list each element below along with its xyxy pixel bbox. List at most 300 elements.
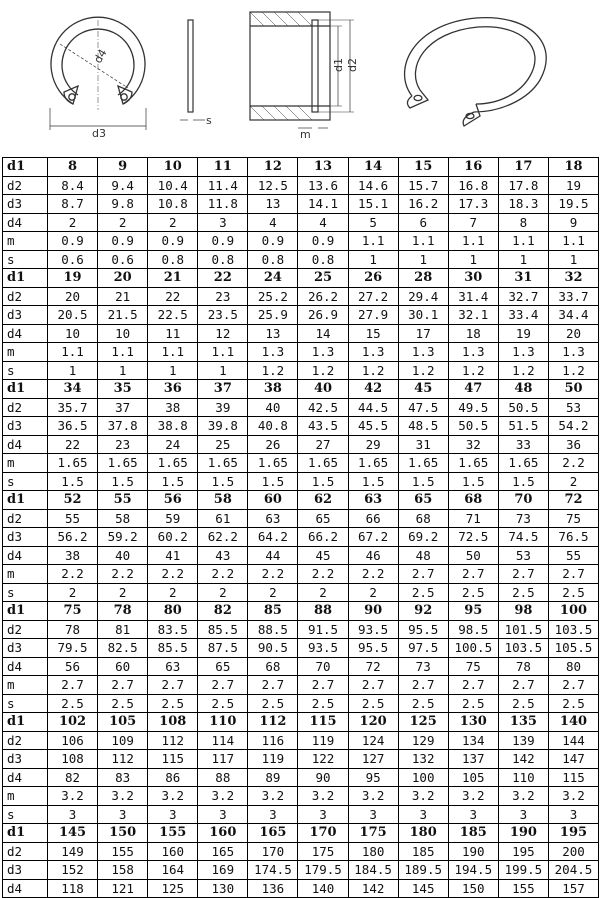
table-cell: 50.5 [448, 417, 498, 436]
table-cell: 1.65 [298, 454, 348, 473]
table-cell: 105.5 [548, 639, 598, 658]
table-row [3, 657, 599, 676]
table-cell: 23 [198, 287, 248, 306]
table-cell: 89 [248, 768, 298, 787]
table-cell: 22.5 [148, 306, 198, 325]
table-cell: 58 [98, 509, 148, 528]
table-cell: 2 [98, 213, 148, 232]
table-cell: 25.9 [248, 306, 298, 325]
table-cell: 85 [248, 602, 298, 621]
table-row [3, 472, 599, 491]
table-cell: 1.2 [398, 361, 448, 380]
table-cell: 10 [98, 324, 148, 343]
table-cell: 17 [398, 324, 448, 343]
table-header-row [3, 602, 599, 621]
table-cell: 38 [248, 380, 298, 399]
table-cell: 1.5 [398, 472, 448, 491]
table-cell: 15.7 [398, 176, 448, 195]
table-cell: 46 [348, 546, 398, 565]
table-cell: 22 [148, 287, 198, 306]
table-cell: 0.8 [248, 250, 298, 269]
table-cell: 155 [148, 824, 198, 843]
table-cell: 115 [148, 750, 198, 769]
table-cell: 164 [148, 861, 198, 880]
table-cell: 3 [248, 805, 298, 824]
table-cell: 34.4 [548, 306, 598, 325]
table-cell: 139 [498, 731, 548, 750]
m-label: m [300, 128, 311, 141]
table-cell: 120 [348, 713, 398, 732]
table-cell: 80 [148, 602, 198, 621]
table-row [3, 361, 599, 380]
table-cell: 20.5 [48, 306, 98, 325]
table-row [3, 324, 599, 343]
table-header-row [3, 158, 599, 177]
table-cell: 1.1 [98, 343, 148, 362]
table-cell: 2.5 [398, 583, 448, 602]
table-cell: 72 [548, 491, 598, 510]
table-cell: 2.7 [498, 676, 548, 695]
table-cell: 2.7 [148, 676, 198, 695]
row-label: d3 [3, 861, 48, 880]
table-cell: 3 [548, 805, 598, 824]
table-cell: 1.5 [298, 472, 348, 491]
table-cell: 31 [498, 269, 548, 288]
row-label: s [3, 472, 48, 491]
table-cell: 5 [348, 213, 398, 232]
table-cell: 1.1 [448, 232, 498, 251]
table-cell: 37.8 [98, 417, 148, 436]
table-cell: 10 [148, 158, 198, 177]
table-cell: 2 [148, 213, 198, 232]
table-row [3, 879, 599, 898]
table-row [3, 620, 599, 639]
table-cell: 29.4 [398, 287, 448, 306]
table-cell: 1.3 [248, 343, 298, 362]
table-cell: 169 [198, 861, 248, 880]
table-cell: 0.6 [48, 250, 98, 269]
table-cell: 14.1 [298, 195, 348, 214]
row-label: d3 [3, 195, 48, 214]
table-cell: 37 [98, 398, 148, 417]
row-label: d4 [3, 324, 48, 343]
table-cell: 38 [148, 398, 198, 417]
table-cell: 60 [248, 491, 298, 510]
table-cell: 53 [548, 398, 598, 417]
table-cell: 91.5 [298, 620, 348, 639]
table-cell: 124 [348, 731, 398, 750]
table-cell: 142 [348, 879, 398, 898]
table-cell: 157 [548, 879, 598, 898]
table-cell: 3.2 [448, 787, 498, 806]
table-cell: 144 [548, 731, 598, 750]
row-label: m [3, 343, 48, 362]
table-cell: 3.2 [148, 787, 198, 806]
table-cell: 6 [398, 213, 448, 232]
table-cell: 1.1 [398, 232, 448, 251]
table-cell: 18 [448, 324, 498, 343]
table-cell: 87.5 [198, 639, 248, 658]
table-header-row [3, 491, 599, 510]
table-cell: 17.8 [498, 176, 548, 195]
table-cell: 29 [348, 435, 398, 454]
table-cell: 56 [148, 491, 198, 510]
table-cell: 45 [398, 380, 448, 399]
table-cell: 52 [48, 491, 98, 510]
table-cell: 65 [298, 509, 348, 528]
row-label: d3 [3, 639, 48, 658]
row-label: m [3, 676, 48, 695]
table-cell: 14 [298, 324, 348, 343]
table-cell: 114 [198, 731, 248, 750]
table-cell: 92 [398, 602, 448, 621]
table-cell: 3 [398, 805, 448, 824]
table-cell: 2.2 [348, 565, 398, 584]
table-cell: 1.2 [548, 361, 598, 380]
table-cell: 0.9 [148, 232, 198, 251]
table-cell: 100.5 [448, 639, 498, 658]
table-cell: 51.5 [498, 417, 548, 436]
table-cell: 3 [198, 805, 248, 824]
table-cell: 3 [448, 805, 498, 824]
table-cell: 68 [248, 657, 298, 676]
table-cell: 55 [548, 546, 598, 565]
table-cell: 78 [48, 620, 98, 639]
table-cell: 152 [48, 861, 98, 880]
table-cell: 129 [398, 731, 448, 750]
table-cell: 2.5 [298, 694, 348, 713]
table-cell: 132 [398, 750, 448, 769]
table-cell: 75 [448, 657, 498, 676]
table-cell: 33 [498, 435, 548, 454]
table-cell: 2.5 [148, 694, 198, 713]
table-cell: 95 [348, 768, 398, 787]
table-row [3, 417, 599, 436]
table-cell: 136 [248, 879, 298, 898]
table-cell: 1.3 [348, 343, 398, 362]
table-cell: 1.5 [448, 472, 498, 491]
table-cell: 2.7 [48, 676, 98, 695]
row-label: d2 [3, 731, 48, 750]
table-cell: 24 [148, 435, 198, 454]
table-cell: 3.2 [348, 787, 398, 806]
table-cell: 194.5 [448, 861, 498, 880]
table-cell: 2 [48, 583, 98, 602]
table-cell: 17.3 [448, 195, 498, 214]
row-label: s [3, 694, 48, 713]
table-cell: 27.2 [348, 287, 398, 306]
table-cell: 145 [398, 879, 448, 898]
table-cell: 26 [348, 269, 398, 288]
table-cell: 1.1 [548, 232, 598, 251]
table-cell: 14 [348, 158, 398, 177]
table-cell: 3 [98, 805, 148, 824]
table-cell: 85.5 [148, 639, 198, 658]
table-cell: 97.5 [398, 639, 448, 658]
table-cell: 8.7 [48, 195, 98, 214]
table-cell: 1.65 [98, 454, 148, 473]
table-cell: 56.2 [48, 528, 98, 547]
table-cell: 66 [348, 509, 398, 528]
table-cell: 90 [348, 602, 398, 621]
table-cell: 0.6 [98, 250, 148, 269]
table-cell: 2.5 [548, 583, 598, 602]
table-cell: 16.2 [398, 195, 448, 214]
table-cell: 147 [548, 750, 598, 769]
table-cell: 2 [548, 472, 598, 491]
table-cell: 25.2 [248, 287, 298, 306]
table-cell: 3.2 [248, 787, 298, 806]
table-cell: 155 [98, 842, 148, 861]
table-cell: 2.5 [548, 694, 598, 713]
table-cell: 142 [498, 750, 548, 769]
row-label: m [3, 232, 48, 251]
table-cell: 1.2 [448, 361, 498, 380]
table-cell: 22 [48, 435, 98, 454]
table-cell: 1.2 [298, 361, 348, 380]
table-cell: 86 [148, 768, 198, 787]
table-cell: 1.65 [148, 454, 198, 473]
row-label: d3 [3, 528, 48, 547]
row-label: d2 [3, 176, 48, 195]
table-cell: 119 [248, 750, 298, 769]
table-cell: 68 [398, 509, 448, 528]
table-cell: 3.2 [198, 787, 248, 806]
table-cell: 116 [248, 731, 298, 750]
table-cell: 78 [98, 602, 148, 621]
table-cell: 8 [498, 213, 548, 232]
table-cell: 80 [548, 657, 598, 676]
table-cell: 2.7 [98, 676, 148, 695]
table-cell: 4 [248, 213, 298, 232]
table-cell: 121 [98, 879, 148, 898]
table-cell: 16 [448, 158, 498, 177]
table-cell: 13 [248, 324, 298, 343]
table-cell: 165 [198, 842, 248, 861]
table-cell: 112 [248, 713, 298, 732]
table-cell: 16.8 [448, 176, 498, 195]
table-cell: 1.65 [48, 454, 98, 473]
row-label: m [3, 787, 48, 806]
row-label: d1 [3, 713, 48, 732]
table-cell: 1 [348, 250, 398, 269]
table-row [3, 435, 599, 454]
table-cell: 50.5 [498, 398, 548, 417]
table-cell: 185 [448, 824, 498, 843]
table-cell: 15 [398, 158, 448, 177]
table-cell: 3.2 [548, 787, 598, 806]
table-cell: 135 [498, 713, 548, 732]
table-cell: 103.5 [548, 620, 598, 639]
table-cell: 150 [98, 824, 148, 843]
table-cell: 12 [198, 324, 248, 343]
table-cell: 1.5 [348, 472, 398, 491]
table-cell: 9 [98, 158, 148, 177]
row-label: d2 [3, 287, 48, 306]
table-cell: 2.7 [248, 676, 298, 695]
row-label: s [3, 361, 48, 380]
table-row [3, 250, 599, 269]
table-cell: 26 [248, 435, 298, 454]
table-row [3, 565, 599, 584]
table-cell: 1.5 [48, 472, 98, 491]
table-cell: 49.5 [448, 398, 498, 417]
table-cell: 42.5 [298, 398, 348, 417]
table-cell: 119 [298, 731, 348, 750]
table-cell: 14.6 [348, 176, 398, 195]
table-cell: 19.5 [548, 195, 598, 214]
row-label: d1 [3, 491, 48, 510]
table-cell: 2.2 [98, 565, 148, 584]
row-label: d3 [3, 306, 48, 325]
circlip-front-view [50, 17, 146, 130]
table-cell: 31.4 [448, 287, 498, 306]
table-cell: 74.5 [498, 528, 548, 547]
row-label: d4 [3, 768, 48, 787]
table-cell: 63 [348, 491, 398, 510]
table-cell: 22 [198, 269, 248, 288]
table-header-row [3, 713, 599, 732]
table-row [3, 694, 599, 713]
table-cell: 27.9 [348, 306, 398, 325]
table-cell: 17 [498, 158, 548, 177]
table-cell: 1 [98, 361, 148, 380]
table-cell: 1.65 [498, 454, 548, 473]
table-cell: 19 [498, 324, 548, 343]
table-cell: 0.9 [298, 232, 348, 251]
table-cell: 105 [448, 768, 498, 787]
table-cell: 95 [448, 602, 498, 621]
table-cell: 189.5 [398, 861, 448, 880]
table-cell: 145 [48, 824, 98, 843]
table-cell: 2.7 [448, 565, 498, 584]
table-cell: 63 [248, 509, 298, 528]
table-cell: 2 [148, 583, 198, 602]
table-cell: 8 [48, 158, 98, 177]
table-cell: 109 [98, 731, 148, 750]
table-cell: 2.7 [498, 565, 548, 584]
table-cell: 1.3 [298, 343, 348, 362]
table-row [3, 306, 599, 325]
table-cell: 150 [448, 879, 498, 898]
table-cell: 50 [548, 380, 598, 399]
table-row [3, 343, 599, 362]
table-row [3, 176, 599, 195]
table-cell: 44 [248, 546, 298, 565]
table-cell: 1.5 [98, 472, 148, 491]
table-cell: 60 [98, 657, 148, 676]
table-cell: 36 [548, 435, 598, 454]
table-cell: 1.3 [548, 343, 598, 362]
table-cell: 115 [298, 713, 348, 732]
table-cell: 82 [48, 768, 98, 787]
table-cell: 0.9 [248, 232, 298, 251]
table-cell: 140 [298, 879, 348, 898]
table-cell: 1.3 [398, 343, 448, 362]
table-row [3, 546, 599, 565]
table-cell: 9.4 [98, 176, 148, 195]
table-cell: 174.5 [248, 861, 298, 880]
table-cell: 118 [48, 879, 98, 898]
table-cell: 1.65 [398, 454, 448, 473]
table-cell: 45.5 [348, 417, 398, 436]
table-cell: 27 [298, 435, 348, 454]
table-cell: 108 [148, 713, 198, 732]
table-cell: 30.1 [398, 306, 448, 325]
table-cell: 1.1 [148, 343, 198, 362]
table-cell: 67.2 [348, 528, 398, 547]
table-cell: 53 [498, 546, 548, 565]
table-cell: 160 [198, 824, 248, 843]
table-cell: 11.8 [198, 195, 248, 214]
row-label: d4 [3, 879, 48, 898]
table-cell: 41 [148, 546, 198, 565]
table-cell: 2 [248, 583, 298, 602]
table-cell: 81 [98, 620, 148, 639]
table-cell: 190 [498, 824, 548, 843]
table-row [3, 213, 599, 232]
table-row [3, 787, 599, 806]
table-cell: 1.5 [198, 472, 248, 491]
table-header-row [3, 269, 599, 288]
table-cell: 33.7 [548, 287, 598, 306]
table-cell: 2.2 [548, 454, 598, 473]
table-cell: 10.8 [148, 195, 198, 214]
table-cell: 71 [448, 509, 498, 528]
table-cell: 103.5 [498, 639, 548, 658]
table-cell: 1 [398, 250, 448, 269]
table-cell: 112 [148, 731, 198, 750]
table-cell: 3.2 [498, 787, 548, 806]
table-cell: 170 [248, 842, 298, 861]
table-cell: 85.5 [198, 620, 248, 639]
table-cell: 2.2 [298, 565, 348, 584]
table-cell: 19 [48, 269, 98, 288]
table-row [3, 583, 599, 602]
table-cell: 3 [348, 805, 398, 824]
table-cell: 21 [98, 287, 148, 306]
table-cell: 40 [298, 380, 348, 399]
row-label: s [3, 250, 48, 269]
table-cell: 9 [548, 213, 598, 232]
table-cell: 39.8 [198, 417, 248, 436]
table-cell: 122 [298, 750, 348, 769]
table-cell: 2 [48, 213, 98, 232]
table-cell: 1.1 [498, 232, 548, 251]
table-cell: 9.8 [98, 195, 148, 214]
table-row [3, 639, 599, 658]
table-cell: 1.65 [248, 454, 298, 473]
table-cell: 0.8 [298, 250, 348, 269]
table-cell: 108 [48, 750, 98, 769]
row-label: d1 [3, 158, 48, 177]
table-cell: 64.2 [248, 528, 298, 547]
row-label: d2 [3, 398, 48, 417]
row-label: d4 [3, 546, 48, 565]
table-cell: 2.2 [48, 565, 98, 584]
table-cell: 38 [48, 546, 98, 565]
table-cell: 158 [98, 861, 148, 880]
table-cell: 60.2 [148, 528, 198, 547]
table-cell: 47 [448, 380, 498, 399]
row-label: d1 [3, 824, 48, 843]
table-cell: 0.9 [98, 232, 148, 251]
table-cell: 36.5 [48, 417, 98, 436]
table-cell: 69.2 [398, 528, 448, 547]
row-label: m [3, 454, 48, 473]
table-cell: 160 [148, 842, 198, 861]
table-cell: 83.5 [148, 620, 198, 639]
